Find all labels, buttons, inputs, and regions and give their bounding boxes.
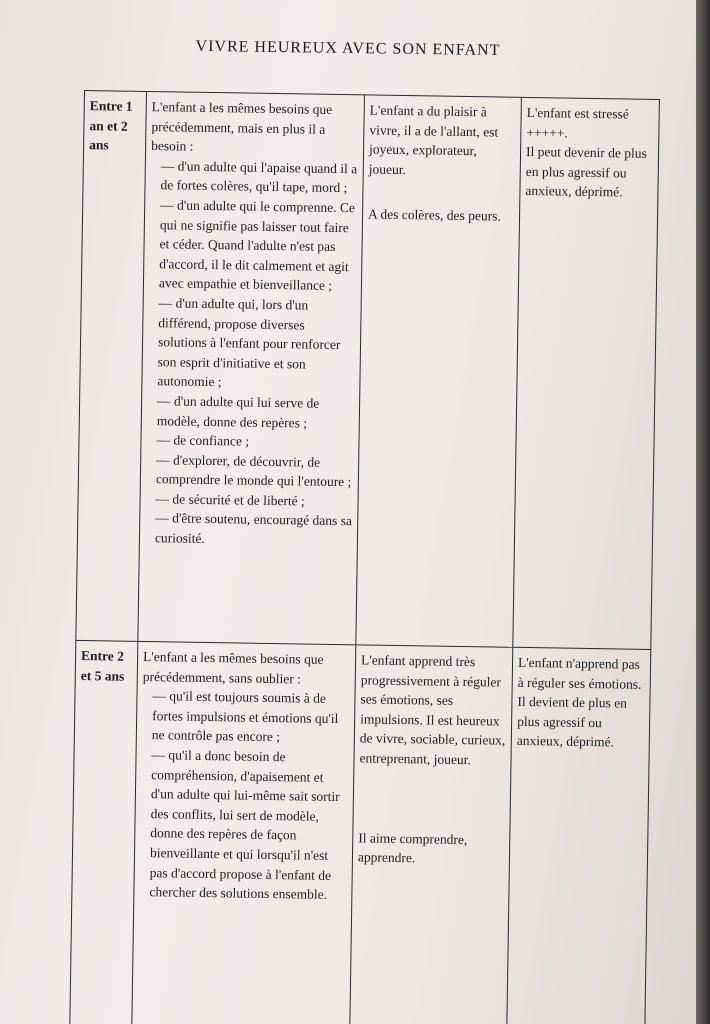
negative-text: Il peut devenir de plus en plus agressif ou anxieux, déprimé.	[525, 144, 647, 200]
needs-intro: L'enfant a les mêmes besoins que précédemment, mais en plus il a besoin :	[151, 99, 333, 154]
positive-outcome-cell	[356, 95, 522, 647]
page-title: VIVRE HEUREUX AVEC SON ENFANT	[195, 37, 501, 60]
negative-outcome-cell	[513, 97, 660, 649]
positive-text: Il aime comprendre, apprendre.	[357, 829, 468, 866]
book-spine-shadow	[696, 0, 710, 1024]
age-cell: Entre 2 et 5 ans	[69, 640, 137, 1024]
negative-text: L'enfant n'apprend pas à réguler ses émotions. Il devient de plus en plus agressif ou anxieux, déprimé.	[516, 654, 642, 750]
need-item: — d'un adulte qui le comprenne. Ce qui ne signifie pas laisser tout faire et céder. Quand l'adulte n'est pas d'accord, il le dit calmement et agit avec empathie et bienveillance ;	[158, 197, 356, 294]
needs-intro: L'enfant a les mêmes besoins que précédemment, sans oublier :	[142, 648, 324, 687]
need-item: — d'explorer, de découvrir, de comprendre le monde qui l'entoure ;	[155, 451, 352, 490]
negative-text: L'enfant est stressé +++++.	[526, 104, 629, 141]
positive-outcome-cell	[349, 645, 512, 1024]
table-row	[69, 640, 650, 1024]
need-item: — d'être soutenu, encouragé dans sa curiosité.	[154, 510, 353, 547]
need-item: — qu'il est toujours soumis à de fortes impulsions et émotions qu'il ne contrôle pas encore ;	[151, 688, 339, 745]
need-item: — qu'il a donc besoin de compréhension, d'apaisement et d'un adulte qui lui-même sait sortir des conflits, lui sert de modèle, donne des repères de façon bienveillante et qui lorsqu'il n'est pas d'accord propose à l'enfant de chercher des solutions ensemble.	[149, 747, 340, 903]
needs-cell	[138, 91, 365, 644]
age-cell: Entre 1 an et 2 ans	[76, 91, 147, 642]
need-item: — d'un adulte qui l'apaise quand il a de fortes colères, qu'il tape, mord ;	[160, 157, 358, 196]
need-item: — de sécurité et de liberté ;	[155, 491, 305, 509]
table-row	[76, 91, 660, 650]
development-table	[69, 90, 660, 1024]
positive-text: L'enfant apprend très progressivement à réguler ses émotions, ses impulsions. Il est heureux de vivre, sociable, curieux, entreprenant, joueur.	[359, 652, 506, 768]
positive-text: A des colères, des peurs.	[367, 206, 501, 224]
needs-cell	[131, 641, 355, 1024]
need-item: — d'un adulte qui lui serve de modèle, donne des repères ;	[156, 393, 320, 431]
negative-outcome-cell	[506, 647, 650, 1024]
need-item: — d'un adulte qui, lors d'un différend, propose diverses solutions à l'enfant pour renforcer son esprit d'initiative et son autonomie ;	[157, 295, 341, 390]
need-item: — de confiance ;	[156, 432, 250, 449]
positive-text: L'enfant a du plaisir à vivre, il a de l'allant, est joyeux, explorateur, joueur.	[368, 102, 499, 177]
